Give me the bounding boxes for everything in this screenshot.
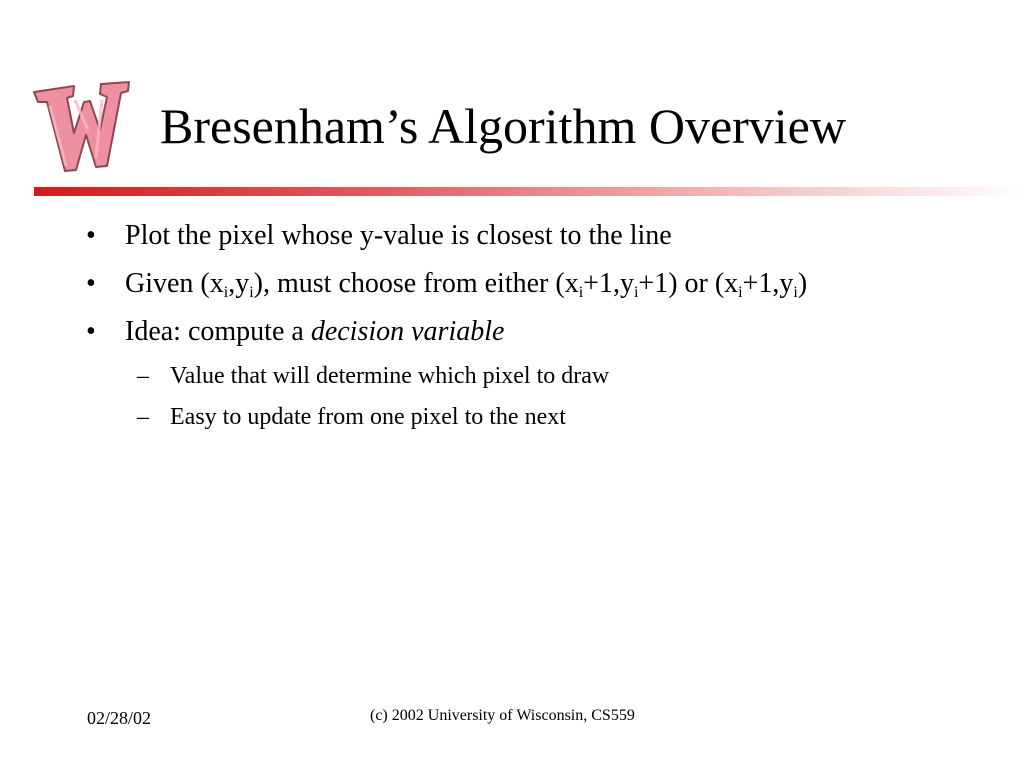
- emphasis-text: decision variable: [310, 316, 505, 347]
- subbullet-item: [0, 399, 1024, 435]
- subbullet-text: Value that will determine which pixel to draw: [170, 363, 610, 389]
- bullet-item: [0, 262, 1024, 305]
- slide-body: [0, 214, 1024, 440]
- bullet-mark: •: [86, 220, 96, 251]
- footer-copyright: (c) 2002 University of Wisconsin, CS559: [370, 707, 635, 724]
- wisconsin-w-logo-icon: [30, 78, 132, 176]
- slide-title: Bresenham’s Algorithm Overview: [160, 98, 846, 154]
- bullet-text: Given $(x_i,y_i)$, must choose from either $(x_i+1,y_i+1)$ or $(x_i+1,y_i)$: [125, 268, 808, 301]
- bullet-mark: •: [86, 268, 96, 299]
- subbullet-text: Easy to update from one pixel to the next: [170, 404, 566, 430]
- bullet-text: Idea: compute a decision variable: [125, 316, 505, 347]
- subbullet-item: [0, 358, 1024, 394]
- sub-mark: –: [137, 363, 149, 389]
- bullet-mark: •: [86, 316, 96, 347]
- title-divider: [34, 187, 1024, 196]
- sub-mark: –: [137, 404, 149, 430]
- footer-date: 02/28/02: [87, 708, 152, 728]
- bullet-item: [0, 310, 1024, 353]
- bullet-text: Plot the pixel whose y-value is closest to the line: [125, 220, 672, 251]
- bullet-item: [0, 214, 1024, 257]
